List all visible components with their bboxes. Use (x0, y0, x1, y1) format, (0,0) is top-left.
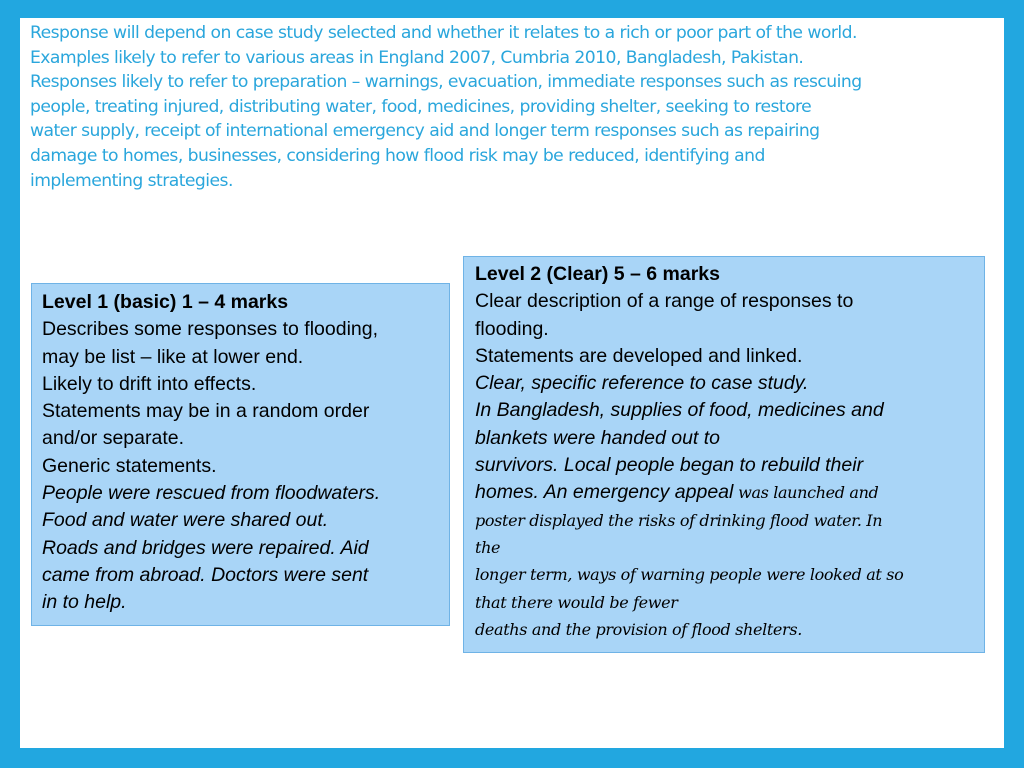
intro-line: Responses likely to refer to preparation – warnings, evacuation, immediate responses such as rescuing (30, 72, 862, 93)
level-1-criterion: Statements may be in a random order (42, 400, 370, 423)
level-2-example: the (475, 537, 501, 557)
level-2-title: Level 2 (Clear) 5 – 6 marks (475, 263, 720, 285)
level-2-example: that there would be fewer (475, 592, 678, 612)
level-1-criterion: Describes some responses to flooding, (42, 318, 379, 341)
intro-line: Examples likely to refer to various areas in England 2007, Cumbria 2010, Bangladesh, Pakistan. (30, 47, 804, 68)
level-1-criterion: Likely to drift into effects. (42, 372, 257, 395)
level-2-box (463, 256, 985, 653)
level-1-box (31, 283, 450, 626)
level-2-example-sans-part: homes. An emergency appeal (475, 481, 734, 504)
level-1-criterion: may be list – like at lower end. (42, 345, 304, 368)
level-1-example: in to help. (42, 591, 127, 614)
level-2-example-mixed (475, 479, 984, 506)
level-2-criterion: Clear description of a range of responses to (475, 290, 854, 313)
level-2-example-serif-part: was launched and (733, 483, 879, 503)
intro-line: implementing strategies. (30, 170, 233, 191)
level-2-example: In Bangladesh, supplies of food, medicines and (475, 399, 884, 422)
level-1-example: came from abroad. Doctors were sent (42, 563, 369, 586)
intro-line: people, treating injured, distributing water, food, medicines, providing shelter, seeking to restore (30, 96, 812, 117)
level-1-criterion: Generic statements. (42, 454, 217, 477)
level-2-example: Clear, specific reference to case study. (475, 372, 809, 395)
mark-scheme-intro (30, 21, 996, 193)
level-2-example: poster displayed the risks of drinking flood water. In (475, 510, 883, 530)
level-1-example: People were rescued from floodwaters. (42, 482, 381, 505)
document-page (20, 18, 1004, 748)
level-2-example: blankets were handed out to (475, 426, 721, 449)
level-2-example: deaths and the provision of flood shelters. (475, 619, 802, 639)
intro-line: damage to homes, businesses, considering how flood risk may be reduced, identifying and (30, 145, 765, 166)
level-1-title: Level 1 (basic) 1 – 4 marks (42, 291, 289, 313)
level-1-criterion: and/or separate. (42, 427, 185, 450)
level-1-example: Food and water were shared out. (42, 509, 329, 532)
level-1-example: Roads and bridges were repaired. Aid (42, 536, 369, 559)
intro-line: water supply, receipt of international emergency aid and longer term responses such as repairing (30, 121, 820, 142)
intro-line: Response will depend on case study selected and whether it relates to a rich or poor part of the world. (30, 23, 857, 43)
level-2-criterion: Statements are developed and linked. (475, 344, 803, 367)
level-2-example: longer term, ways of warning people were looked at so (475, 565, 904, 585)
level-2-criterion: flooding. (475, 317, 549, 340)
level-2-example: survivors. Local people began to rebuild their (475, 454, 864, 477)
